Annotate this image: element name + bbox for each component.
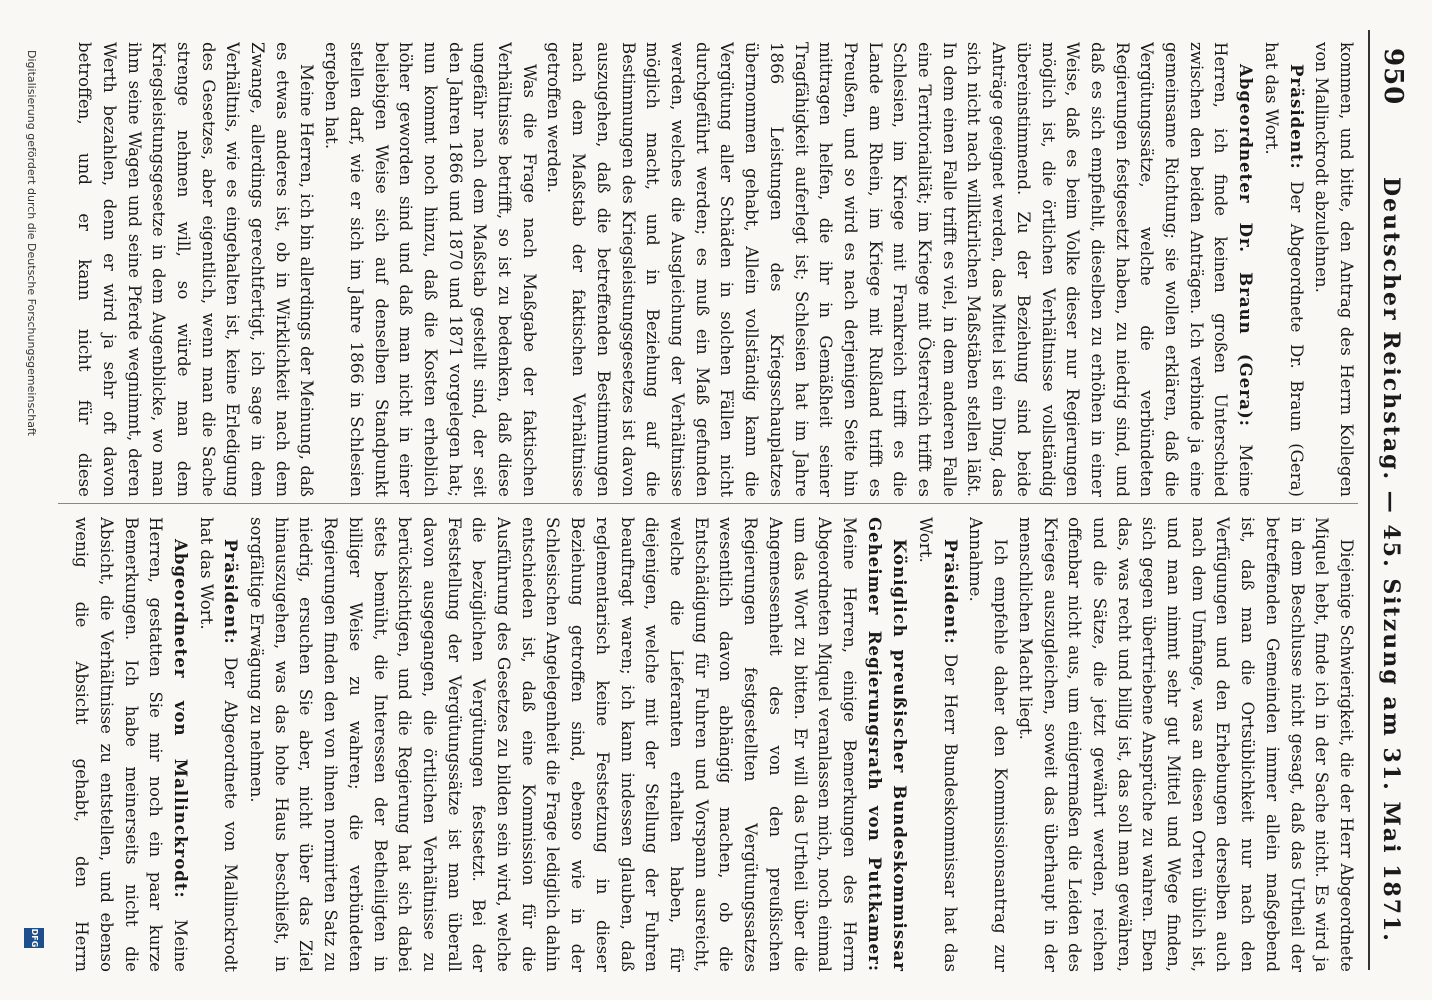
speaker-name: Präsident: bbox=[221, 539, 242, 645]
page-number: 950 bbox=[1378, 48, 1408, 106]
page-header bbox=[1374, 30, 1414, 970]
header-rule bbox=[1368, 30, 1370, 970]
speaker-name: Abgeordneter Dr. Braun (Gera): bbox=[1236, 64, 1257, 427]
speech-text: Meine Herren, ich finde keinen großen Unterschied zwischen den beiden Anträgen. Ich verbinde ja eine gemeinsame Richtung; sie wollen erklären, daß die Vergütungssätze, welche die verbündeten Regierungen festgesetzt haben, zu niedrig sind, und daß es sich empfiehlt, dieselben zu erhöhen in einer Weise, daß es beim Volke dieser nur Regierungen möglich ist, die örtlichen Verhältnisse vollständig übereinstimmend. Zu der Beziehung sind beide Anträge geeignet werden, das Mittel ist ein Ding, das sich nicht nach willkürlichen Maßstäben stellen läßt. In dem einen Falle trifft es viel, in dem anderen Falle eine Territorialität; im Kriege mit Österreich trifft es Schlesien, im Kriege mit Frankreich trifft es die Lande am Rhein, im Kriege mit Rußland trifft es Preußen, und so wird es nach derjenigen Seite hin mittragen helfen, die ihr in Gemäßheit seiner Tragfähigkeit auferlegt ist; Schlesien hat im Jahre 1866 Leistungen des Kriegsschauplatzes übernommen gehabt, Allein vollständig kann die Vergütung aller Schäden in solchen Fällen nicht durchgeführt werden; es muß ein Maß gefunden werden, welches die Ausgleichung der Verhältnisse möglich macht, und in Beziehung auf die Bestimmungen des Kriegsleistungsgesetzes ist davon auszugehen, daß die betreffenden Bestimmungen nach dem Maßstab der faktischen Verhältnisse getroffen werden. bbox=[544, 42, 1256, 497]
speaker-name: Präsident: bbox=[940, 539, 961, 645]
paragraph bbox=[243, 517, 912, 972]
speaker-name: Königlich preußischer Bundeskommissar Geheimer Regierungsrath von Puttkamer: bbox=[864, 517, 911, 972]
speech-text: Meine Herren, gestatten Sie mir noch ein paar kurze Bemerkungen. Ich habe meinerseits nicht die Absicht, die Verhältnisse zu entstellen, und ebenso wenig die Absicht gehabt, den Herrn bbox=[72, 517, 190, 972]
speech-text: Der Abgeordnete von Mallinckrodt hat das Wort. bbox=[196, 517, 241, 972]
paragraph bbox=[193, 517, 243, 972]
paragraph bbox=[541, 42, 1258, 497]
paragraph: Was die Frage nach Maßgabe der faktischen Verhältnisse betrifft, so ist zu bedenken, daß diese ungefähr nach dem Maßstab gestellt sind, der seit den Jahren 1866 und 1870 und 1871 vorgelegen hat; nun kommt noch hinzu, daß die Kosten erheblich höher geworden sind und daß man nicht in einer beliebigen Weise sich auf denselben Standpunkt stellen darf, wie er sich im Jahre 1866 in Schlesien ergeben hat. bbox=[322, 42, 539, 497]
running-head: Deutscher Reichstag. — 45. Sitzung am 31. Mai 1871. bbox=[1378, 177, 1404, 943]
speech-text: Der Herr Bundeskommissar hat das Wort. bbox=[916, 517, 960, 972]
paragraph: Meine Herren, ich bin allerdings der Meinung, daß es etwas anderes ist, ob in Wirklichkeit nach dem Zwange, allerdings gerechtfertigt, ich sage in dem Verhältnis, wie es eingehalten ist, keine Erledigung des Gesetzes, aber eigentlich, wenn man die Sache strenge nehmen will, so würde man dem Kriegsleistungsgesetze in dem Augenblicke, wo man ihm seine Wagen und seine Pferde wegnimmt, deren Werth bezahlen, denn er wird ja sehr oft davon betroffen, und er kann nicht für diese bbox=[75, 42, 317, 497]
paragraph: Ich empfehle daher den Kommissionsantrag zur Annahme. bbox=[966, 517, 1011, 972]
paragraph: Diejenige Schwierigkeit, die der Herr Abgeordnete Miquel hebt, finde ich in der Sache nicht. Es wird ja in dem Beschlusse nicht gesagt, daß das Urtheil der betreffenden Gemeinden immer allein maßgebend ist, daß man die Ortsüblichkeit nur nach den Verfügungen und den Erhebungen derselben auch nach dem Umfange, was an diesen Orten üblich ist, und man nimmt sehr gut Mittel und Wege finden, sich gegen übertriebene Ansprüche zu wahren. Eben das, was recht und billig ist, das soll man gewähren, und die Sätze, die jetzt gewährt werden, reichen offenbar nicht aus, um einigermaßen die Leiden des Krieges auszugleichen, soweit das überhaupt in der menschlichen Macht liegt. bbox=[1015, 517, 1356, 972]
speech-text: Meine Herren, einige Bemerkungen des Herrn Abgeordneten Miquel veranlassen mich, noch einmal um das Wort zu bitten. Er will das Urtheil über die Angemessenheit des von den preußischen Regierungen festgestellten Vergütungssatzes wesentlich davon abhängig machen, ob die Entschädigung für Fuhren und Vorspann ausreicht, welche die Lieferanten erhalten haben, für diejenigen, welche mit der Stellung der Fuhren beauftragt waren; ich kann indessen glauben, daß reglementarisch keine Festsetzung in dieser Beziehung getroffen sind, ebenso wie in der Schlesischen Angelegenheit die Frage lediglich dahin entschieden ist, daß eine Kommission für die Ausführung des Gesetzes zu bilden sein wird, welche die bezüglichen Vergütungen festsetzt. Bei der Feststellung der Vergütungssätze ist man überall davon ausgegangen, die örtlichen Verhältnisse zu berücksichtigen, und die Regierung hat sich dabei stets bemüht, die Interessen der Betheiligten in billiger Weise zu wahren; die verbündeten Regierungen finden den von ihnen normirten Satz zu niedrig, ersuchen Sie aber, nicht über das Ziel hinauszugehen, was das hohe Haus beschließt, in sorgfältige Erwägung zu nehmen. bbox=[247, 517, 859, 972]
column-divider bbox=[58, 503, 1358, 504]
dfg-logo-icon: DFG bbox=[24, 928, 44, 948]
speaker-name: Abgeordneter von Mallinckrodt: bbox=[170, 539, 191, 899]
paragraph: kommen, und bitte, den Antrag des Herrn Kollegen von Mallinckrodt abzulehnen. bbox=[1312, 42, 1356, 497]
paragraph bbox=[912, 517, 962, 972]
speech-text: Der Abgeordnete Dr. Braun (Gera) hat das Wort. bbox=[1261, 42, 1306, 497]
paragraph bbox=[68, 517, 193, 972]
digitization-footer bbox=[16, 50, 46, 950]
speaker-name: Präsident: bbox=[1286, 64, 1307, 170]
paragraph bbox=[1258, 42, 1308, 497]
funding-note: Digitalisierung gefördert durch die Deutsche Forschungsgemeinschaft bbox=[25, 50, 38, 436]
right-column bbox=[68, 517, 1358, 972]
left-column bbox=[68, 42, 1358, 497]
